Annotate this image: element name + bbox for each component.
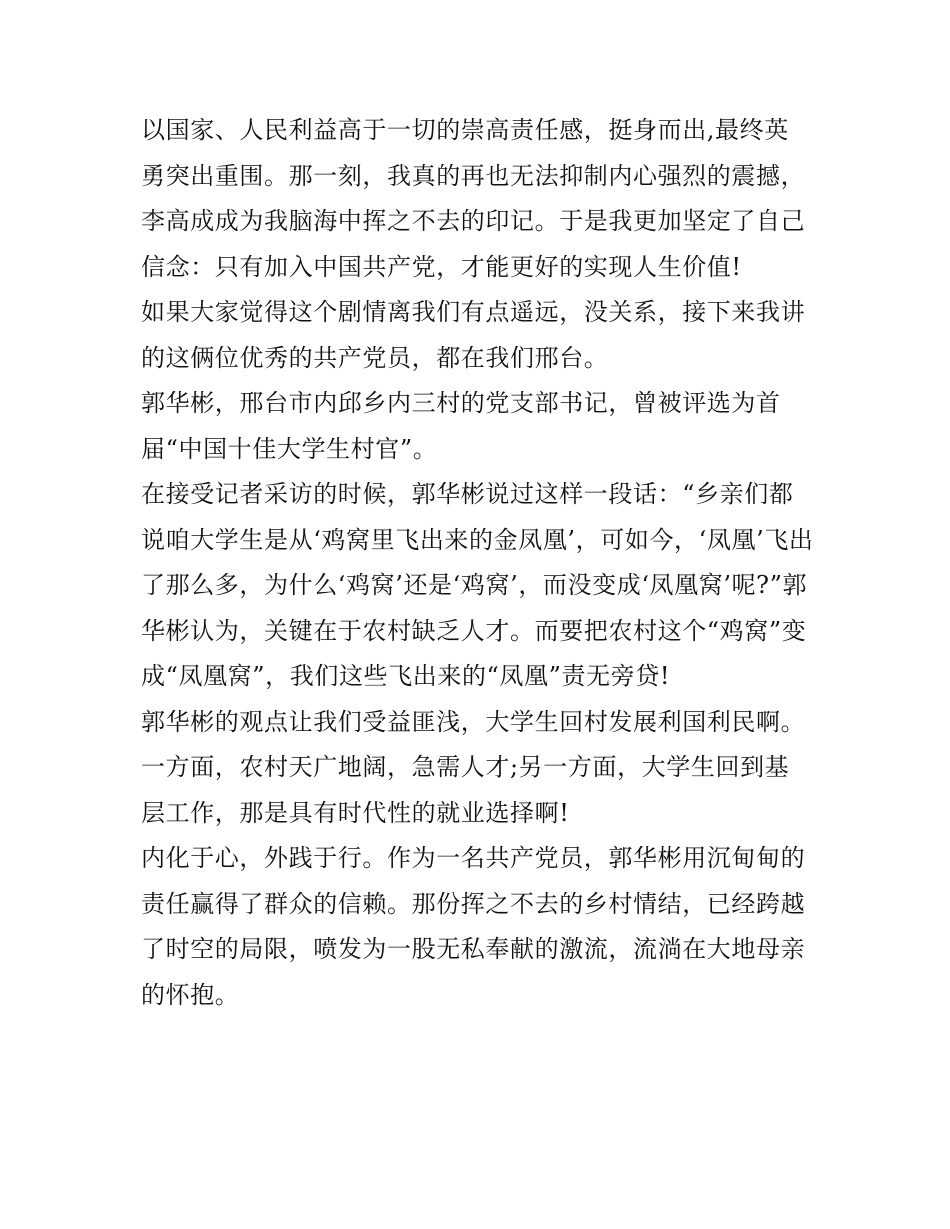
text-line: 如果大家觉得这个剧情离我们有点遥远，没关系，接下来我讲 [141, 298, 806, 326]
text-line: 内化于心，外践于行。作为一名共产党员，郭华彬用沉甸甸的 [141, 844, 806, 872]
text-line: 在接受记者采访的时候，郭华彬说过这样一段话：“乡亲们都 [141, 480, 794, 508]
text-line: 李高成成为我脑海中挥之不去的印记。于是我更加坚定了自己 [141, 207, 806, 235]
text-line: 了那么多，为什么‘鸡窝’还是‘鸡窝’，而没变成‘凤凰窝’呢?”郭 [141, 571, 808, 599]
document-body [141, 108, 816, 1018]
text-line: 华彬认为，关键在于农村缺乏人才。而要把农村这个“鸡窝”变 [141, 616, 807, 645]
text-line: 了时空的局限，喷发为一股无私奉献的激流，流淌在大地母亲 [141, 935, 806, 963]
text-line: 以国家、人民利益高于一切的崇高责任感，挺身而出,最终英 [141, 116, 789, 144]
text-line: 信念：只有加入中国共产党，才能更好的实现人生价值! [141, 252, 742, 281]
text-line: 责任赢得了群众的信赖。那份挥之不去的乡村情结，已经跨越 [141, 889, 806, 918]
text-line: 的这俩位优秀的共产党员，都在我们邢台。 [141, 343, 609, 372]
text-line: 说咱大学生是从‘鸡窝里飞出来的金凤凰’，可如今，‘凤凰’飞出 [141, 525, 814, 554]
text-line: 届“中国十佳大学生村官”。 [141, 434, 438, 463]
text-line: 成“凤凰窝”，我们这些飞出来的“凤凰”责无旁贷! [141, 662, 671, 690]
text-line: 郭华彬的观点让我们受益匪浅，大学生回村发展利国利民啊。 [141, 707, 806, 736]
text-line: 勇突出重围。那一刻，我真的再也无法抑制内心强烈的震撼， [141, 161, 806, 190]
text-line: 郭华彬，邢台市内邱乡内三村的党支部书记，曾被评选为首 [141, 389, 781, 417]
text-line: 一方面，农村天广地阔，急需人才;另一方面，大学生回到基 [141, 753, 790, 781]
text-line: 层工作，那是具有时代性的就业选择啊! [141, 798, 570, 827]
text-line: 的怀抱。 [141, 980, 240, 1009]
